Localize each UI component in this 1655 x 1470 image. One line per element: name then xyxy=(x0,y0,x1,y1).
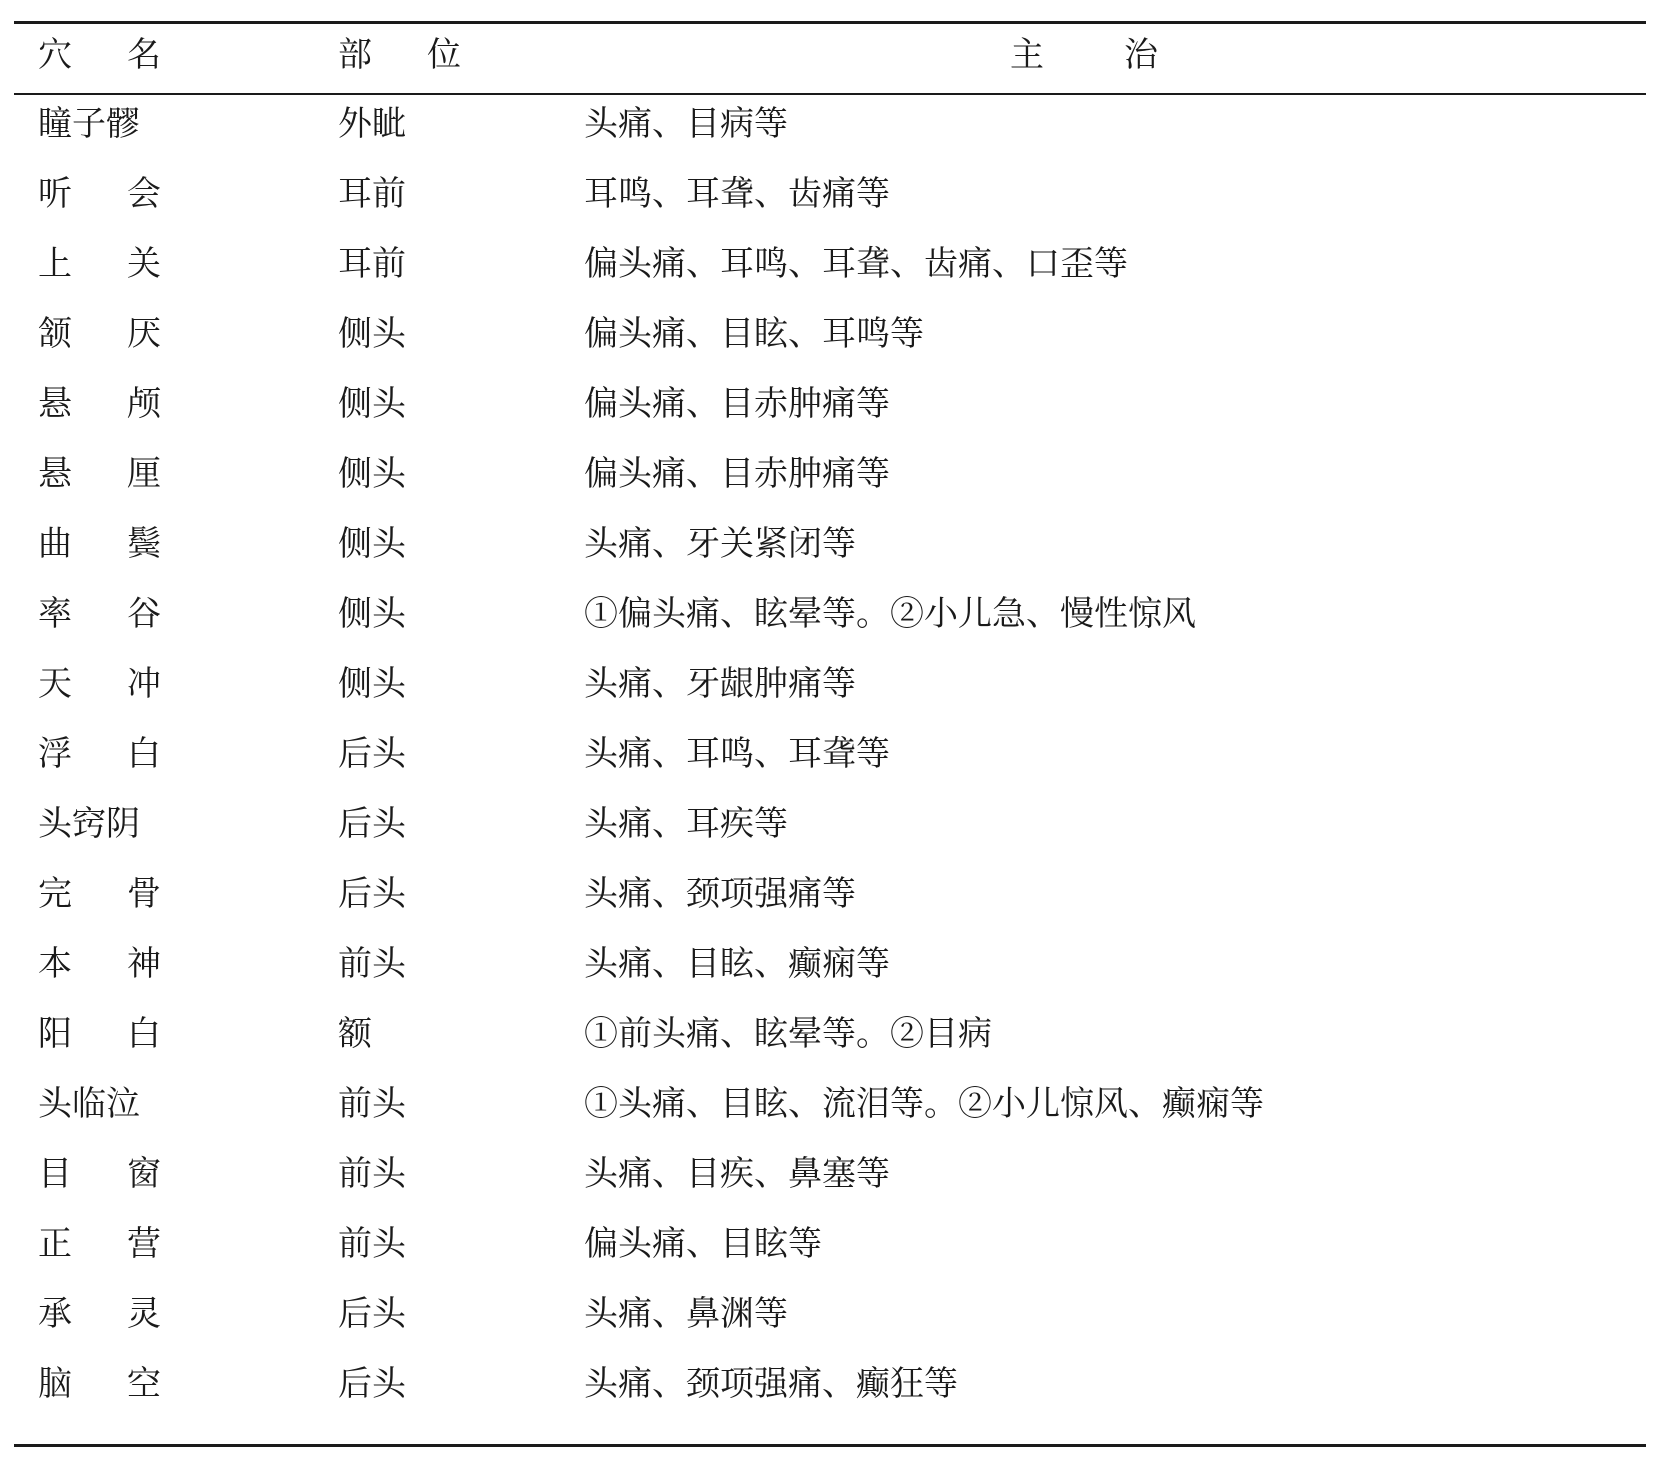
point-location: 侧头 xyxy=(338,454,406,494)
point-name: 完骨 xyxy=(38,874,216,914)
point-indications: 头痛、颈项强痛、癫狂等 xyxy=(584,1364,958,1404)
point-location: 侧头 xyxy=(338,594,406,634)
point-name: 本神 xyxy=(38,944,216,984)
point-indications: 偏头痛、目赤肿痛等 xyxy=(584,384,890,424)
table-row xyxy=(0,174,1655,214)
point-name: 瞳子髎 xyxy=(38,104,140,144)
point-name: 头窍阴 xyxy=(38,804,140,844)
point-location: 后头 xyxy=(338,874,406,914)
point-indications: 耳鸣、耳聋、齿痛等 xyxy=(584,174,890,214)
table-row xyxy=(0,594,1655,634)
point-indications: 偏头痛、耳鸣、耳聋、齿痛、口歪等 xyxy=(584,244,1128,284)
point-indications: ①前头痛、眩晕等。②目病 xyxy=(584,1014,992,1054)
point-name: 浮白 xyxy=(38,734,216,774)
table-row xyxy=(0,1014,1655,1054)
point-name: 曲鬓 xyxy=(38,524,216,564)
point-name: 正营 xyxy=(38,1224,216,1264)
table-row xyxy=(0,1084,1655,1124)
point-name: 承灵 xyxy=(38,1294,216,1334)
point-name: 悬厘 xyxy=(38,454,216,494)
point-indications: 偏头痛、目眩等 xyxy=(584,1224,822,1264)
point-indications: 头痛、目疾、鼻塞等 xyxy=(584,1154,890,1194)
header-point-name: 穴名 xyxy=(38,35,216,75)
point-location: 前头 xyxy=(338,1084,406,1124)
point-name: 听会 xyxy=(38,174,216,214)
point-indications: ①偏头痛、眩晕等。②小儿急、慢性惊风 xyxy=(584,594,1196,634)
point-name: 脑空 xyxy=(38,1364,216,1404)
point-name: 颔厌 xyxy=(38,314,216,354)
point-indications: 偏头痛、目赤肿痛等 xyxy=(584,454,890,494)
table-header-rule xyxy=(14,93,1646,95)
point-location: 额 xyxy=(338,1014,372,1054)
table-row xyxy=(0,314,1655,354)
point-location: 侧头 xyxy=(338,664,406,704)
point-indications: ①头痛、目眩、流泪等。②小儿惊风、癫痫等 xyxy=(584,1084,1264,1124)
table-header-row xyxy=(0,35,1655,75)
table-row xyxy=(0,244,1655,284)
point-indications: 偏头痛、目眩、耳鸣等 xyxy=(584,314,924,354)
table-row xyxy=(0,1154,1655,1194)
table-row xyxy=(0,734,1655,774)
point-name: 阳白 xyxy=(38,1014,216,1054)
point-name: 上关 xyxy=(38,244,216,284)
point-location: 侧头 xyxy=(338,524,406,564)
point-location: 侧头 xyxy=(338,384,406,424)
table-row xyxy=(0,1294,1655,1334)
table-row xyxy=(0,384,1655,424)
point-location: 后头 xyxy=(338,804,406,844)
point-indications: 头痛、耳鸣、耳聋等 xyxy=(584,734,890,774)
point-name: 头临泣 xyxy=(38,1084,140,1124)
point-indications: 头痛、颈项强痛等 xyxy=(584,874,856,914)
point-location: 后头 xyxy=(338,734,406,774)
table-row xyxy=(0,804,1655,844)
table-bottom-rule xyxy=(14,1444,1646,1447)
table-row xyxy=(0,664,1655,704)
table-row xyxy=(0,944,1655,984)
point-location: 外眦 xyxy=(338,104,406,144)
table-row xyxy=(0,1224,1655,1264)
point-name: 率谷 xyxy=(38,594,216,634)
point-location: 侧头 xyxy=(338,314,406,354)
point-name: 目窗 xyxy=(38,1154,216,1194)
point-indications: 头痛、耳疾等 xyxy=(584,804,788,844)
point-name: 天冲 xyxy=(38,664,216,704)
table-row xyxy=(0,454,1655,494)
table-row xyxy=(0,874,1655,914)
header-indications: 主治 xyxy=(1010,35,1238,75)
point-location: 前头 xyxy=(338,1224,406,1264)
point-name: 悬颅 xyxy=(38,384,216,424)
table-row xyxy=(0,104,1655,144)
point-location: 后头 xyxy=(338,1294,406,1334)
header-location: 部位 xyxy=(338,35,516,75)
table-row xyxy=(0,1364,1655,1404)
point-location: 前头 xyxy=(338,944,406,984)
table-top-rule xyxy=(14,21,1646,24)
point-indications: 头痛、鼻渊等 xyxy=(584,1294,788,1334)
point-location: 耳前 xyxy=(338,174,406,214)
point-location: 前头 xyxy=(338,1154,406,1194)
point-indications: 头痛、目眩、癫痫等 xyxy=(584,944,890,984)
table-row xyxy=(0,524,1655,564)
point-location: 后头 xyxy=(338,1364,406,1404)
point-location: 耳前 xyxy=(338,244,406,284)
point-indications: 头痛、牙关紧闭等 xyxy=(584,524,856,564)
point-indications: 头痛、牙龈肿痛等 xyxy=(584,664,856,704)
point-indications: 头痛、目病等 xyxy=(584,104,788,144)
